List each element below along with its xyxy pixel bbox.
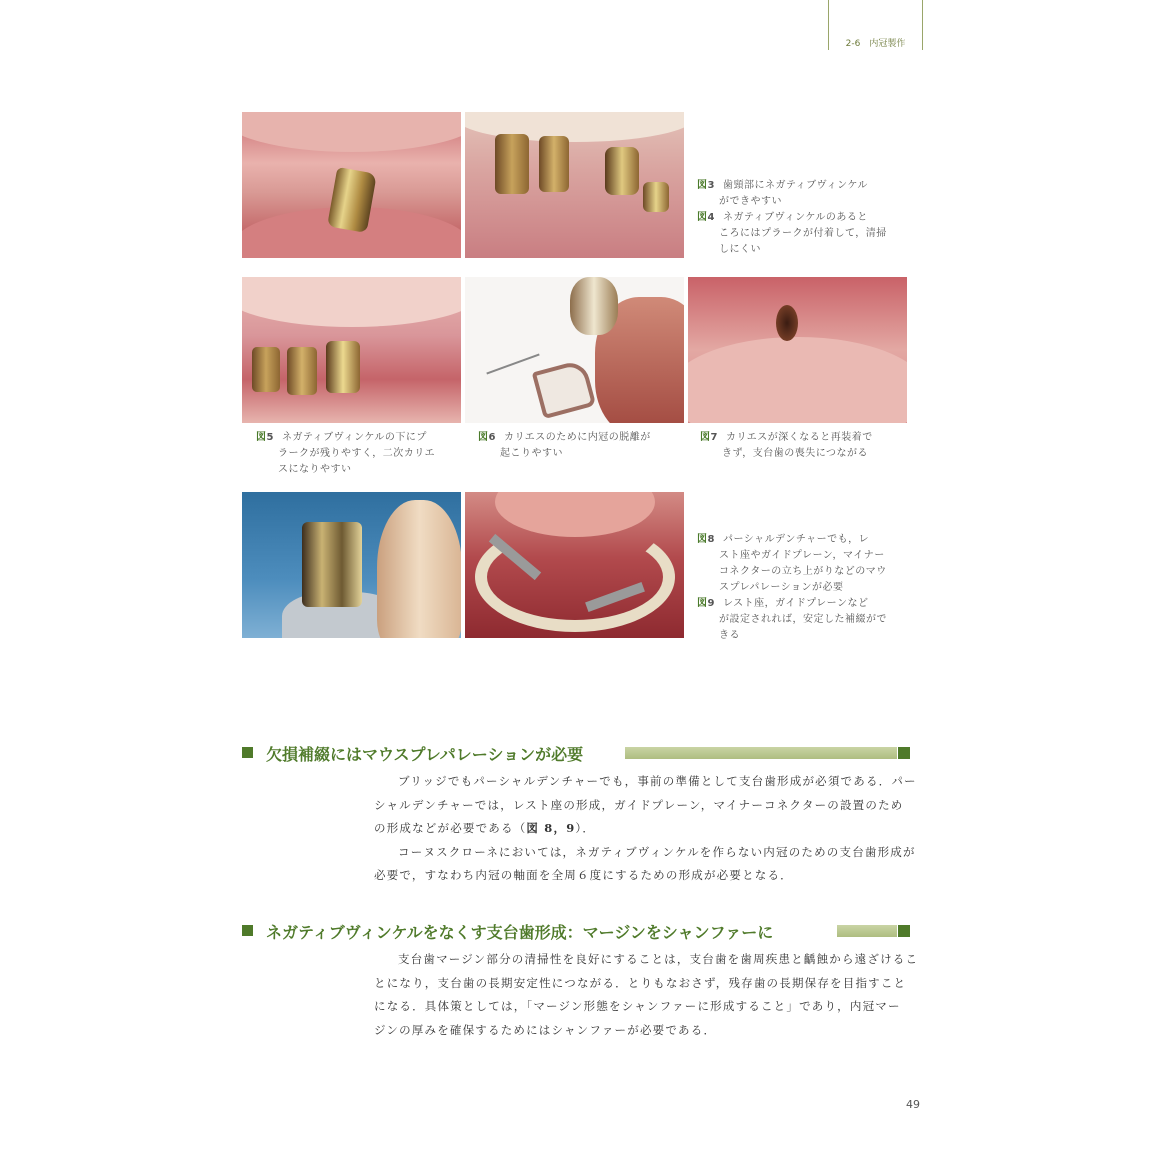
heading-rule (837, 925, 897, 937)
heading-bullet (242, 925, 253, 936)
section-title-2: ネガティブヴィンケルをなくす支台歯形成：マージンをシャンファーに (266, 923, 774, 942)
caption-fig-7: 図7 カリエスが深くなると再装着で きず，支台歯の喪失につながる (700, 432, 873, 459)
caption-fig-4: 図4 ネガティブヴィンケルのあると ころにはプラークが付着して，清掃 しにくい (697, 212, 887, 255)
section-2-body: 支台歯マージン部分の清掃性を良好にすることは，支台歯を歯周疾患と齲蝕から遠ざけるこ とになり，支台歯の長期安定性につながる．とりもなおさず，残存歯の長期保存を目指すこと になる．具体策としては，「マージン形態をシャンファーに形成すること」であり，内冠マー ジンの厚みを確保するためにはシャンファーが必要である． (374, 952, 919, 1037)
caption-fig-6: 図6 カリエスのために内冠の脱離が 起こりやすい (478, 432, 651, 459)
caption-fig-5: 図5 ネガティブヴィンケルの下にプ ラークが残りやすく，二次カリエ スになりやすい (256, 432, 436, 475)
section-heading-2 (242, 920, 912, 942)
heading-rule-end (898, 925, 910, 937)
heading-rule-end (898, 747, 910, 759)
section-heading-1 (242, 742, 912, 764)
page-number: 49 (906, 1098, 920, 1111)
figure-6-photo (465, 277, 684, 423)
figure-4-photo (465, 112, 684, 258)
caption-fig-8: 図8 パーシャルデンチャーでも，レ スト座やガイドプレーン，マイナー コネクターの立ち上がりなどのマウ スプレパレーションが必要 (697, 534, 887, 593)
running-header: 2-6 内冠製作 (845, 39, 906, 49)
section-1-body: ブリッジでもパーシャルデンチャーでも，事前の準備として支台歯形成が必須である．パー シャルデンチャーでは，レスト座の形成，ガイドプレーン，マイナーコネクターの設置のため の形成などが必要である（図 8，9）． コーヌスクローネにおいては，ネガティブヴィンケルを作らない内冠のための支台歯形成が 必要で，すなわち内冠の軸面を全周６度にするための形成が必要となる． (374, 774, 917, 882)
section-title-1: 欠損補綴にはマウスプレパレーションが必要 (266, 745, 584, 764)
caption-fig-9: 図9 レスト座，ガイドプレーンなど が設定されれば，安定した補綴がで きる (697, 598, 887, 641)
figure-5-photo (242, 277, 461, 423)
figure-9-photo (465, 492, 684, 638)
heading-bullet (242, 747, 253, 758)
caption-fig-3: 図3 歯頸部にネガティブヴィンケル ができやすい (697, 180, 868, 207)
figure-3-photo (242, 112, 461, 258)
figure-8-photo (242, 492, 461, 638)
figure-7-photo (688, 277, 907, 423)
heading-rule (625, 747, 897, 759)
